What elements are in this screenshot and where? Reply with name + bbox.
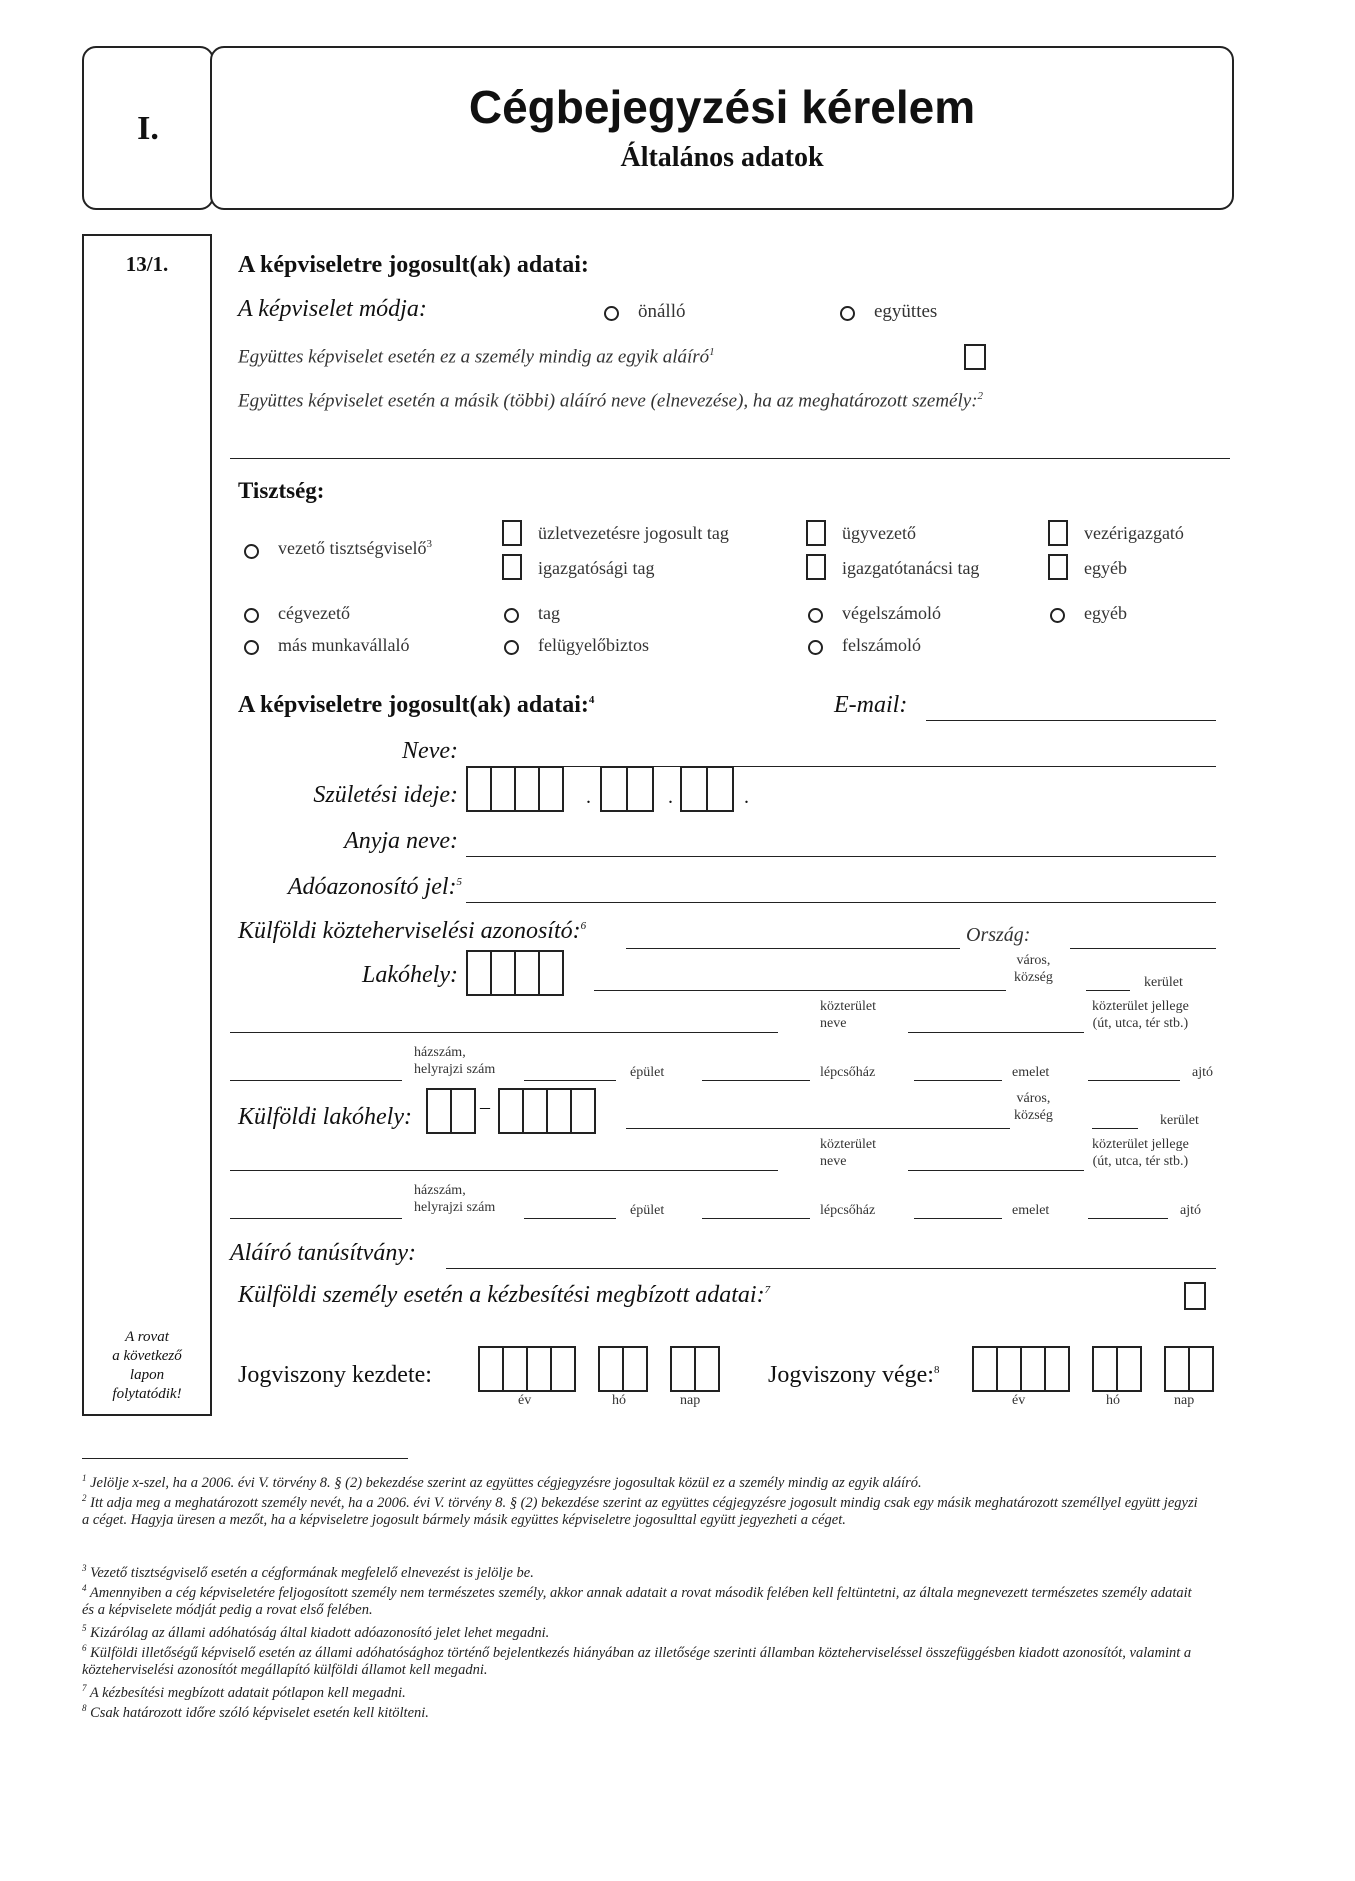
footnote-7: $^7$ A kézbesítési megbízott adatait pótlapon kell megadni. (82, 1683, 406, 1701)
footnote-ref: 6 (580, 920, 587, 932)
foreign-district-label: kerület (1160, 1113, 1199, 1128)
district-input[interactable] (1086, 968, 1134, 990)
birth-year-boxes[interactable] (466, 766, 564, 812)
joint-always-signer-checkbox[interactable] (964, 344, 986, 370)
person-heading: A képviseletre jogosult(ak) adatai:$^4$ (238, 692, 595, 718)
street-name-line (230, 1032, 778, 1033)
tax-id-line (466, 902, 1216, 903)
continue-note-line: a következő (112, 1348, 182, 1364)
end-month-boxes[interactable] (1092, 1346, 1142, 1392)
footnote-1: $^1$ Jelölje x-szel, ha a 2006. évi V. törvény 8. § (2) bekezdése szerint az együttes cégjegyzésre jogosultak közül ez a személy mindig az egyik aláíró. (82, 1473, 922, 1491)
start-day-caption: nap (680, 1393, 701, 1408)
managing-director-label: ügyvezető (842, 523, 916, 543)
mode-independent-radio[interactable] (604, 306, 619, 321)
delivery-agent-checkbox[interactable] (1184, 1282, 1206, 1310)
district-line (1086, 990, 1130, 991)
mode-joint-radio[interactable] (840, 306, 855, 321)
footnote-8: $^8$ Csak határozott időre szóló képviselet esetén kell kitölteni. (82, 1703, 429, 1721)
member-radio[interactable] (504, 608, 519, 623)
floor-input[interactable] (1090, 1058, 1182, 1080)
other-checkbox-label: egyéb (1084, 558, 1127, 578)
foreign-street-type-label: közterület jellege (út, utca, tér stb.) (1092, 1137, 1189, 1169)
mother-name-input[interactable] (468, 834, 1218, 856)
foreign-floor-input[interactable] (1090, 1196, 1170, 1218)
page-title: Cégbejegyzési kérelem (468, 81, 976, 133)
continue-note (84, 1328, 210, 1404)
district-label: kerület (1144, 975, 1183, 990)
start-year-boxes[interactable] (478, 1346, 576, 1392)
start-month-boxes[interactable] (598, 1346, 648, 1392)
foreign-floor-line (1088, 1218, 1168, 1219)
footnote-ref: 7 (764, 1284, 771, 1296)
board-member-checkbox[interactable] (502, 554, 522, 580)
footnote-ref: 8 (933, 1364, 940, 1376)
street-name-label: közterület neve (820, 999, 876, 1031)
country-label: Ország: (966, 924, 1031, 946)
email-line (926, 720, 1216, 721)
staircase-label: lépcsőház (820, 1065, 876, 1080)
joint-always-signer-label: Együttes képviselet esetén ez a személy mindig az egyik aláíró$^1$ (238, 346, 715, 368)
door-label: ajtó (1192, 1065, 1213, 1080)
ceo-label: vezérigazgató (1084, 523, 1184, 543)
footnote-3: $^3$ Vezető tisztségviselő esetén a cégformának megfelelő elnevezést is jelölje be. (82, 1563, 534, 1581)
city-label: város, község (1014, 953, 1053, 985)
building-line (702, 1080, 810, 1081)
date-separator: . (668, 786, 673, 808)
end-year-caption: év (1012, 1393, 1026, 1408)
footnote-5: $^5$ Kizárólag az állami adóhatóság által kiadott adóazonosító jelet lehet megadni. (82, 1623, 550, 1641)
foreign-street-type-line (908, 1170, 1084, 1171)
member-label: tag (538, 603, 560, 623)
end-day-boxes[interactable] (1164, 1346, 1214, 1392)
foreign-building-label: épület (630, 1203, 665, 1218)
leader-label: vezető tisztségviselő$^3$ (278, 538, 432, 558)
leader-radio[interactable] (244, 544, 259, 559)
foreign-city-line (626, 1128, 1010, 1129)
birth-month-boxes[interactable] (600, 766, 654, 812)
birth-date-label: Születési ideje: (313, 782, 458, 808)
name-input[interactable] (468, 744, 1218, 766)
foreign-street-name-line (230, 1170, 778, 1171)
house-number-line (524, 1080, 616, 1081)
footnote-ref: 1 (709, 346, 715, 358)
section-number-box (82, 46, 214, 210)
foreign-postal-code-boxes[interactable] (498, 1088, 596, 1134)
company-manager-radio[interactable] (244, 608, 259, 623)
ceo-checkbox[interactable] (1048, 520, 1068, 546)
business-manager-checkbox[interactable] (502, 520, 522, 546)
managing-director-checkbox[interactable] (806, 520, 826, 546)
foreign-residence-label: Külföldi lakóhely: (238, 1104, 412, 1130)
liquidator-label: felszámoló (842, 635, 921, 655)
mother-name-line (466, 856, 1216, 857)
start-date-label: Jogviszony kezdete: (238, 1362, 432, 1388)
foreign-staircase-input[interactable] (916, 1196, 1004, 1218)
section-code: 13/1. (125, 252, 169, 276)
other-radio[interactable] (1050, 608, 1065, 623)
foreign-city-label: város, község (1014, 1091, 1053, 1123)
other-signer-line (230, 458, 1230, 459)
house-number-input[interactable] (526, 1058, 618, 1080)
signer-cert-line (446, 1268, 1216, 1269)
representation-heading: A képviseletre jogosult(ak) adatai: (238, 252, 589, 278)
admin-board-member-checkbox[interactable] (806, 554, 826, 580)
mode-joint-label: együttes (874, 301, 938, 322)
delivery-agent-label: Külföldi személy esetén a kézbesítési megbízott adatai:$^7$ (238, 1282, 771, 1308)
street-name-input[interactable] (232, 1010, 780, 1032)
start-year-caption: év (518, 1393, 532, 1408)
foreign-tax-id-label: Külföldi közteherviselési azonosító:$^6$ (238, 918, 587, 944)
footnote-4: $^4$ Amennyiben a cég képviseletére feljogosított személy nem természetes személy, akkor annak adatait a rovat második felében kell feltüntetni, az általa megnevezett természetes személy adatait és a képviselete módját pedig a rovat első felében. (82, 1583, 1192, 1618)
street-type-line (908, 1032, 1084, 1033)
footnote-6: $^6$ Külföldi illetőségű képviselő esetén az állami adóhatósághoz történő bejelentkezés hiányában az illetősége szerinti államban közteherviseléssel összefüggésben kiadott azonosítót, valamint a közteherviselési azonosítót megállapító külföldi államot kell megadni. (82, 1643, 1192, 1678)
start-month-caption: hó (612, 1393, 626, 1408)
street-type-input[interactable] (910, 1010, 1086, 1032)
supervisory-commissioner-radio[interactable] (504, 640, 519, 655)
foreign-street-name-label: közterület neve (820, 1137, 876, 1169)
company-manager-label: cégvezető (278, 603, 350, 623)
footnote-ref: 2 (977, 390, 984, 402)
tax-id-label: Adóazonosító jel:$^5$ (287, 874, 462, 900)
email-input[interactable] (928, 698, 1218, 720)
end-year-boxes[interactable] (972, 1346, 1070, 1392)
foreign-building-line (702, 1218, 810, 1219)
footnote-ref: 4 (588, 694, 595, 706)
house-prefix-line (230, 1080, 402, 1081)
end-month-caption: hó (1106, 1393, 1120, 1408)
building-input[interactable] (704, 1058, 812, 1080)
admin-board-member-label: igazgatótanácsi tag (842, 558, 980, 578)
board-member-label: igazgatósági tag (538, 558, 655, 578)
code-separator: – (480, 1096, 490, 1118)
name-label: Neve: (402, 738, 458, 764)
footnote-2: $^2$ Itt adja meg a meghatározott személy nevét, ha a 2006. évi V. törvény 8. § (2) bekezdése szerint az együttes cégjegyzésre jogosult mindig csak egy másik meghatározott személlyel együtt jegyzi a céget. Hagyja üresen a mezőt, ha a képviseletre jogosult bármely másik együttes képviseletre jogosulttal együtt jegyezheti a céget. (82, 1493, 1198, 1528)
city-line (594, 990, 1006, 991)
other-signer-input[interactable] (232, 436, 1226, 458)
continue-note-line: folytatódik! (112, 1386, 182, 1402)
section-code-column (82, 234, 212, 1416)
name-line (466, 766, 1216, 767)
date-separator: . (744, 786, 749, 808)
tax-id-input[interactable] (468, 880, 1218, 902)
foreign-staircase-line (914, 1218, 1002, 1219)
foreign-building-input[interactable] (704, 1196, 812, 1218)
position-heading: Tisztség: (238, 478, 325, 503)
title-box (210, 46, 1234, 210)
footnote-ref: 5 (456, 876, 462, 888)
house-number-label: házszám, helyrajzi szám (414, 1045, 496, 1077)
country-input[interactable] (1072, 926, 1218, 948)
other-checkbox[interactable] (1048, 554, 1068, 580)
mode-independent-label: önálló (638, 301, 686, 322)
birth-day-boxes[interactable] (680, 766, 734, 812)
residence-label: Lakóhely: (362, 962, 458, 988)
postal-code-boxes[interactable] (466, 950, 564, 996)
foreign-house-prefix-line (230, 1218, 402, 1219)
liquidator-voluntary-radio[interactable] (808, 608, 823, 623)
representation-mode-label: A képviselet módja: (238, 296, 427, 322)
floor-line (1088, 1080, 1180, 1081)
foreign-door-label: ajtó (1180, 1203, 1201, 1218)
mother-name-label: Anyja neve: (344, 828, 458, 854)
city-input[interactable] (596, 968, 1008, 990)
floor-label: emelet (1012, 1065, 1050, 1080)
liquidator-radio[interactable] (808, 640, 823, 655)
building-label: épület (630, 1065, 665, 1080)
business-manager-label: üzletvezetésre jogosult tag (538, 523, 729, 543)
other-employee-radio[interactable] (244, 640, 259, 655)
foreign-house-number-line (524, 1218, 616, 1219)
foreign-house-number-input[interactable] (526, 1196, 618, 1218)
supervisory-commissioner-label: felügyelőbiztos (538, 635, 649, 655)
date-separator: . (586, 786, 591, 808)
staircase-input[interactable] (916, 1058, 1004, 1080)
start-day-boxes[interactable] (670, 1346, 720, 1392)
foreign-staircase-label: lépcsőház (820, 1203, 876, 1218)
continue-note-line: lapon (129, 1367, 165, 1383)
footnote-separator (82, 1458, 408, 1459)
footnote-ref: 3 (426, 538, 432, 550)
foreign-city-input[interactable] (628, 1106, 1012, 1128)
signer-cert-input[interactable] (448, 1246, 1218, 1268)
other-employee-label: más munkavállaló (278, 635, 410, 655)
foreign-tax-id-line (626, 948, 960, 949)
foreign-floor-label: emelet (1012, 1203, 1050, 1218)
signer-cert-label: Aláíró tanúsítvány: (230, 1240, 416, 1266)
end-day-caption: nap (1174, 1393, 1195, 1408)
foreign-street-type-input[interactable] (910, 1148, 1086, 1170)
page-subtitle: Általános adatok (620, 142, 824, 173)
foreign-district-input[interactable] (1092, 1106, 1142, 1128)
street-type-label: közterület jellege (út, utca, tér stb.) (1092, 999, 1189, 1031)
foreign-tax-id-input[interactable] (628, 926, 962, 948)
foreign-street-name-input[interactable] (232, 1148, 780, 1170)
liquidator-voluntary-label: végelszámoló (842, 603, 941, 623)
country-line (1070, 948, 1216, 949)
other-radio-label: egyéb (1084, 603, 1127, 623)
continue-note-line: A rovat (125, 1329, 169, 1345)
foreign-district-line (1092, 1128, 1138, 1129)
foreign-country-code-boxes[interactable] (426, 1088, 476, 1134)
section-number: I. (137, 110, 159, 147)
end-date-label: Jogviszony vége:$^8$ (768, 1362, 940, 1388)
staircase-line (914, 1080, 1002, 1081)
joint-other-signer-label: Együttes képviselet esetén a másik (többi) aláíró neve (elnevezése), ha az meghatározott személy:$^2$ (238, 390, 984, 412)
foreign-house-number-label: házszám, helyrajzi szám (414, 1183, 496, 1215)
email-label: E-mail: (834, 692, 908, 718)
